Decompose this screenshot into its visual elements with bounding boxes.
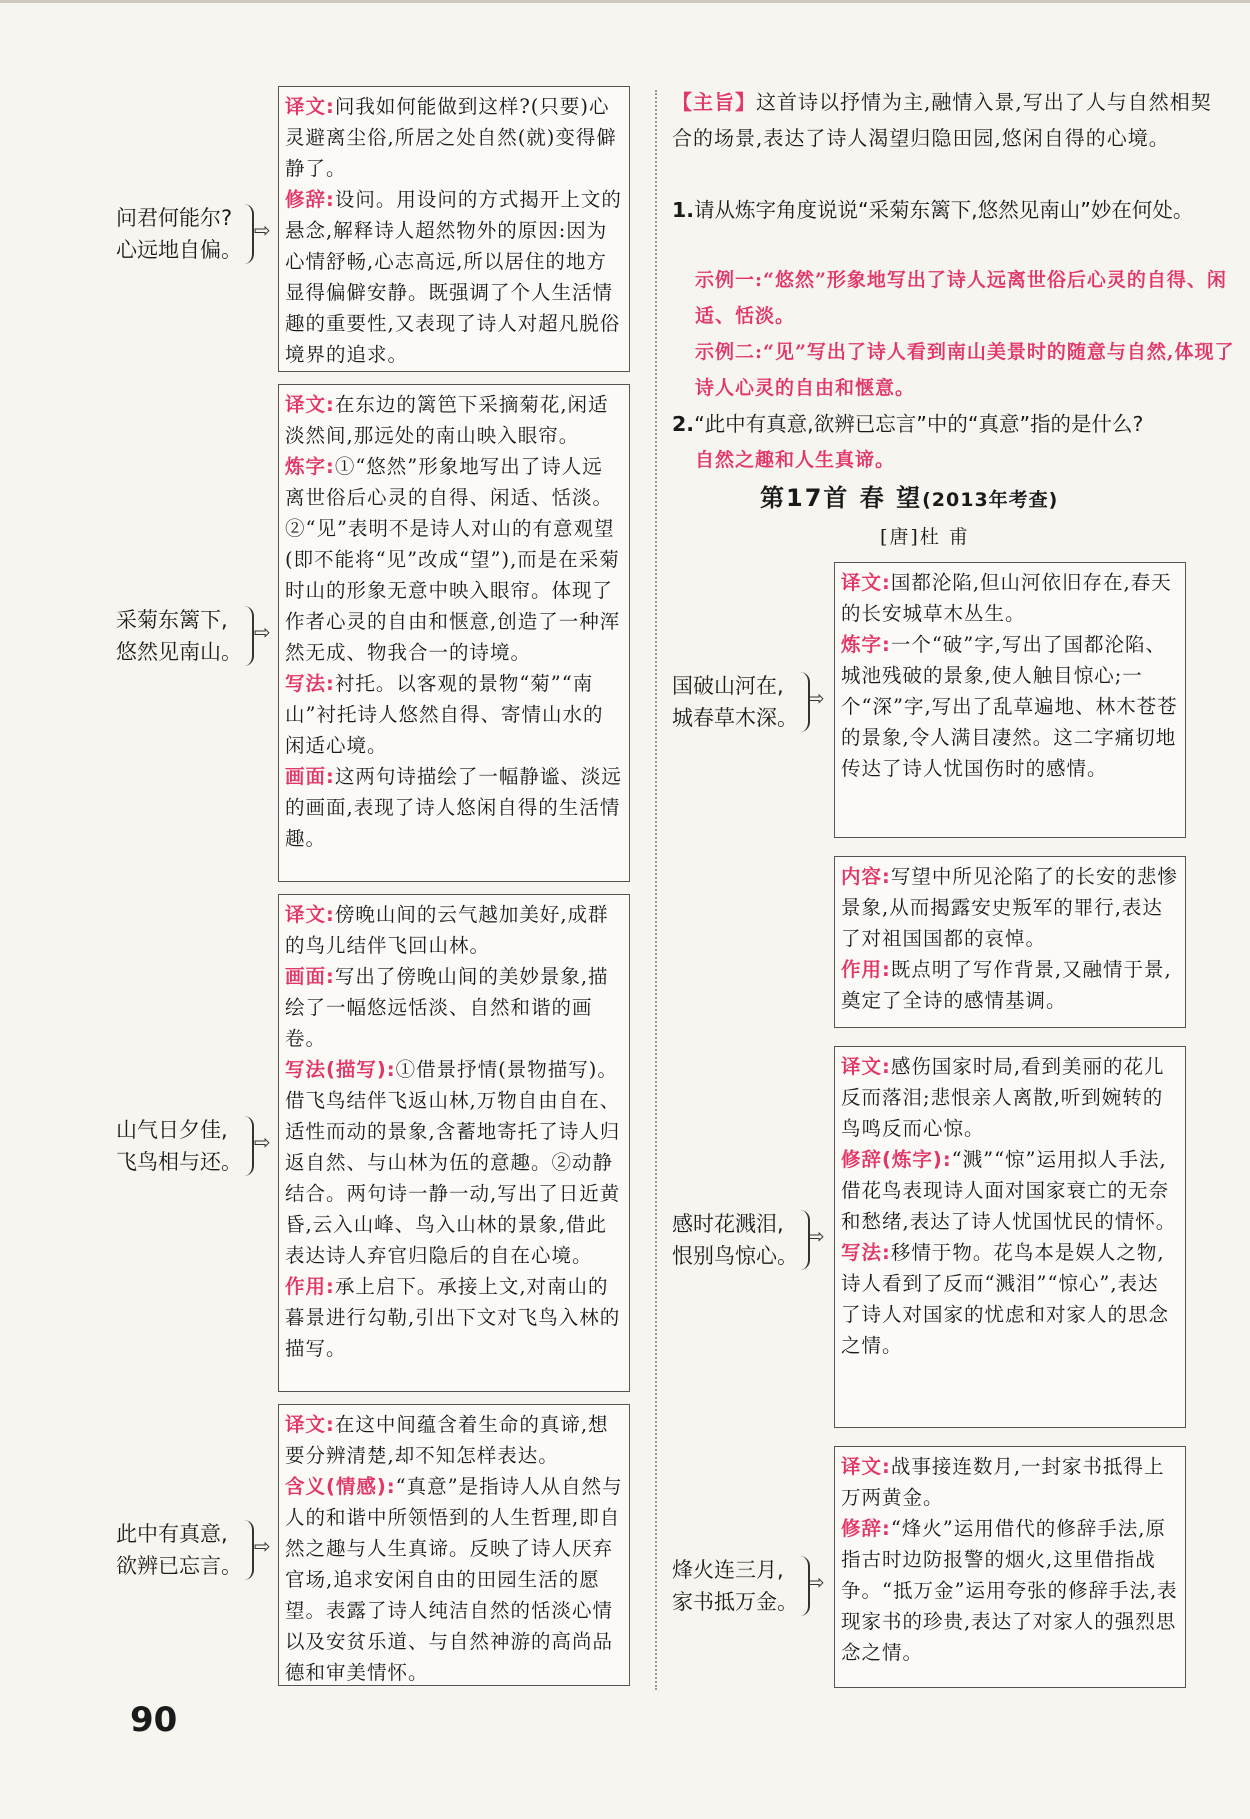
note-label: 画面: <box>285 765 335 788</box>
verse-left-3 <box>116 1114 242 1178</box>
verse-line: 欲辨已忘言。 <box>116 1554 242 1578</box>
note <box>841 1451 1179 1513</box>
verse-line: 采菊东篱下, <box>116 608 228 632</box>
brace <box>242 606 254 666</box>
verse-line: 心远地自偏。 <box>116 238 242 262</box>
note-label: 译文: <box>285 95 335 118</box>
note <box>841 861 1179 954</box>
note-text: 战事接连数月,一封家书抵得上万两黄金。 <box>841 1455 1165 1509</box>
note-text: 承上启下。承接上文,对南山的暮景进行勾勒,引出下文对飞鸟入林的描写。 <box>285 1275 621 1360</box>
note-box-right-2 <box>834 856 1186 1028</box>
poem-title <box>760 478 1058 513</box>
note <box>285 1471 623 1688</box>
note-label: 内容: <box>841 865 891 888</box>
question-text: 请从炼字角度说说“采菊东篱下,悠然见南山”妙在何处。 <box>694 198 1194 222</box>
arrow-icon: ⇨ <box>254 1534 271 1558</box>
note <box>285 184 623 370</box>
question-number: 1. <box>672 198 695 222</box>
verse-right-4 <box>672 1554 798 1618</box>
note-box-left-1 <box>278 86 630 372</box>
note-text: 移情于物。花鸟本是娱人之物,诗人看到了反而“溅泪”“惊心”,表达了诗人对国家的忧虑和对家人的思念之情。 <box>841 1241 1170 1357</box>
note <box>285 1054 623 1271</box>
note-text: 问我如何能做到这样?(只要)心灵避离尘俗,所居之处自然(就)变得僻静了。 <box>285 95 617 180</box>
verse-left-1 <box>116 202 242 266</box>
note-text: 写望中所见沦陷了的长安的悲惨景象,从而揭露安史叛军的罪行,表达了对祖国国都的哀悼。 <box>841 865 1178 950</box>
note <box>841 629 1179 784</box>
arrow-icon: ⇨ <box>254 1130 271 1154</box>
note <box>841 1051 1179 1144</box>
note-text: “真意”是指诗人从自然与人的和谐中所领悟到的人生哲理,即自然之趣与人生真谛。反映了诗人厌弃官场,追求安闲自由的田园生活的愿望。表露了诗人纯洁自然的恬淡心情以及安贫乐道、与自然神游的高尚品德和审美情怀。 <box>285 1475 623 1684</box>
note-text: 这两句诗描绘了一幅静谧、淡远的画面,表现了诗人悠闲自得的生活情趣。 <box>285 765 622 850</box>
note-text: “溅”“惊”运用拟人手法,借花鸟表现诗人面对国家衰亡的无奈和愁绪,表达了诗人忧国忧民的情怀。 <box>841 1148 1177 1233</box>
note-box-right-1 <box>834 562 1186 838</box>
page-number: 90 <box>130 1700 178 1740</box>
arrow-icon: ⇨ <box>254 620 271 644</box>
note-label: 写法: <box>285 672 335 695</box>
note <box>841 1513 1179 1668</box>
note <box>285 451 623 668</box>
note <box>285 668 623 761</box>
note <box>841 1144 1179 1237</box>
verse-line: 飞鸟相与还。 <box>116 1150 242 1174</box>
question-2 <box>672 406 1232 442</box>
note-box-left-3 <box>278 894 630 1392</box>
verse-line: 烽火连三月, <box>672 1558 784 1582</box>
poem-title-text: 第17首 春 望 <box>760 484 923 512</box>
note-box-left-2 <box>278 384 630 882</box>
answer-2: 自然之趣和人生真谛。 <box>695 449 896 471</box>
arrow-icon: ⇨ <box>808 686 825 710</box>
verse-left-2 <box>116 604 242 668</box>
note <box>285 91 623 184</box>
answer-1b: 示例二:“见”写出了诗人看到南山美景时的随意与自然,体现了诗人心灵的自由和惬意。 <box>695 341 1235 399</box>
question-text: “此中有真意,欲辨已忘言”中的“真意”指的是什么? <box>694 412 1144 436</box>
verse-line: 此中有真意, <box>116 1522 228 1546</box>
note-label: 画面: <box>285 965 335 988</box>
note <box>285 1271 623 1364</box>
note <box>841 1237 1179 1361</box>
verse-line: 感时花溅泪, <box>672 1212 784 1236</box>
answer-1a: 示例一:“悠然”形象地写出了诗人远离世俗后心灵的自得、闲适、恬淡。 <box>695 269 1227 327</box>
note-text: ①借景抒情(景物描写)。借飞鸟结伴飞返山林,万物自由自在、适性而动的景象,含蓄地寄托了诗人归返自然、与山林为伍的意趣。②动静结合。两句诗一静一动,写出了日近黄昏,云入山峰、鸟入山林的景象,借此表达诗人弃官归隐后的自在心境。 <box>285 1058 621 1267</box>
verse-line: 问君何能尔? <box>116 206 233 230</box>
verse-line: 悠然见南山。 <box>116 640 242 664</box>
note-box-right-4 <box>834 1446 1186 1688</box>
arrow-icon: ⇨ <box>808 1224 825 1248</box>
note-label: 译文: <box>285 393 335 416</box>
verse-left-4 <box>116 1518 242 1582</box>
note-label: 修辞(炼字): <box>841 1148 952 1171</box>
theme-label: 【主旨】 <box>672 90 756 114</box>
note-label: 译文: <box>841 1055 891 1078</box>
verse-right-1 <box>672 670 798 734</box>
note-text: 在这中间蕴含着生命的真谛,想要分辨清楚,却不知怎样表达。 <box>285 1413 609 1467</box>
note-label: 作用: <box>841 958 891 981</box>
note-label: 译文: <box>841 571 891 594</box>
brace <box>242 1520 254 1580</box>
note-text: 写出了傍晚山间的美妙景象,描绘了一幅悠远恬淡、自然和谐的画卷。 <box>285 965 609 1050</box>
note-label: 作用: <box>285 1275 335 1298</box>
poem-year: (2013年考查) <box>922 489 1059 511</box>
question-1 <box>672 192 1232 228</box>
note-text: 感伤国家时局,看到美丽的花儿反而落泪;悲恨亲人离散,听到婉转的鸟鸣反而心惊。 <box>841 1055 1165 1140</box>
note <box>285 761 623 854</box>
note-text: 设问。用设问的方式揭开上文的悬念,解释诗人超然物外的原因:因为心情舒畅,心志高远,所以居住的地方显得偏僻安静。既强调了个人生活情趣的重要性,又表现了诗人对超凡脱俗境界的追求。 <box>285 188 622 366</box>
top-border <box>0 0 1250 3</box>
note-box-right-3 <box>834 1046 1186 1428</box>
note-label: 炼字: <box>841 633 891 656</box>
note-text: 傍晚山间的云气越加美好,成群的鸟儿结伴飞回山林。 <box>285 903 609 957</box>
note-label: 修辞: <box>841 1517 891 1540</box>
column-divider <box>655 90 657 1690</box>
note-text: “烽火”运用借代的修辞手法,原指古时边防报警的烟火,这里借指战争。“抵万金”运用夸张的修辞手法,表现家书的珍贵,表达了对家人的强烈思念之情。 <box>841 1517 1178 1664</box>
note-label: 写法(描写): <box>285 1058 396 1081</box>
note-text: ①“悠然”形象地写出了诗人远离世俗后心灵的自得、闲适、恬淡。②“见”表明不是诗人对山的有意观望(即不能将“见”改成“望”),而是在采菊时山的形象无意中映入眼帘。体现了作者心灵的自由和惬意,创造了一种浑然无成、物我合一的诗境。 <box>285 455 621 664</box>
note-label: 译文: <box>285 1413 335 1436</box>
note-box-left-4 <box>278 1404 630 1686</box>
verse-line: 山气日夕佳, <box>116 1118 228 1142</box>
note-label: 写法: <box>841 1241 891 1264</box>
verse-right-3 <box>672 1208 798 1272</box>
note <box>285 1409 623 1471</box>
note-label: 译文: <box>285 903 335 926</box>
verse-line: 国破山河在, <box>672 674 784 698</box>
poem-author: [唐]杜 甫 <box>880 526 970 548</box>
note-text: 既点明了写作背景,又融情于景,奠定了全诗的感情基调。 <box>841 958 1172 1012</box>
arrow-icon: ⇨ <box>254 218 271 242</box>
note-text: 国都沦陷,但山河依旧存在,春天的长安城草木丛生。 <box>841 571 1172 625</box>
note <box>285 899 623 961</box>
note <box>841 567 1179 629</box>
brace <box>242 1116 254 1176</box>
note-text: 衬托。以客观的景物“菊”“南山”衬托诗人悠然自得、寄情山水的闲适心境。 <box>285 672 604 757</box>
verse-line: 家书抵万金。 <box>672 1590 798 1614</box>
note <box>285 389 623 451</box>
verse-line: 恨别鸟惊心。 <box>672 1244 798 1268</box>
note <box>841 954 1179 1016</box>
note-text: 在东边的篱笆下采摘菊花,闲适淡然间,那远处的南山映入眼帘。 <box>285 393 609 447</box>
note-label: 译文: <box>841 1455 891 1478</box>
note <box>285 961 623 1054</box>
note-label: 炼字: <box>285 455 335 478</box>
theme-paragraph <box>672 84 1232 156</box>
question-number: 2. <box>672 412 695 436</box>
brace <box>242 204 254 264</box>
note-text: 一个“破”字,写出了国都沦陷、城池残破的景象,使人触目惊心;一个“深”字,写出了乱草遍地、林木苍苍的景象,令人满目凄然。这二字痛切地传达了诗人忧国伤时的感情。 <box>841 633 1178 780</box>
verse-line: 城春草木深。 <box>672 706 798 730</box>
note-label: 修辞: <box>285 188 335 211</box>
note-label: 含义(情感): <box>285 1475 396 1498</box>
arrow-icon: ⇨ <box>808 1570 825 1594</box>
theme-text: 这首诗以抒情为主,融情入景,写出了人与自然相契合的场景,表达了诗人渴望归隐田园,悠闲自得的心境。 <box>672 90 1212 150</box>
